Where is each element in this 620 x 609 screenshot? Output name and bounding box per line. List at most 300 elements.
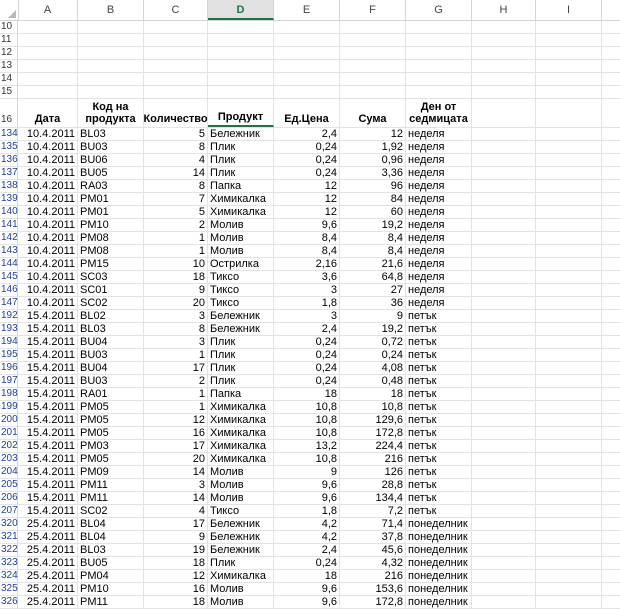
cell[interactable]	[536, 232, 602, 244]
cell[interactable]	[536, 167, 602, 179]
cell-qty[interactable]: 17	[144, 362, 208, 374]
row-number[interactable]: 323	[1, 557, 18, 568]
cell[interactable]	[472, 99, 536, 127]
row-number[interactable]: 320	[1, 518, 18, 529]
cell-product[interactable]: Химикалка	[208, 206, 274, 218]
cell[interactable]	[406, 73, 472, 85]
cell-date[interactable]: 15.4.2011	[18, 375, 78, 387]
header-sum[interactable]: Сума	[340, 99, 406, 127]
row-number[interactable]: 207	[1, 505, 18, 516]
cell[interactable]	[144, 73, 208, 85]
cell[interactable]	[536, 362, 602, 374]
row-number[interactable]: 196	[1, 362, 18, 373]
cell[interactable]	[472, 466, 536, 478]
cell-sum[interactable]: 27	[340, 284, 406, 296]
cell-price[interactable]: 9,6	[274, 596, 340, 608]
cell-date[interactable]: 10.4.2011	[18, 141, 78, 153]
cell-qty[interactable]: 16	[144, 583, 208, 595]
cell[interactable]	[472, 518, 536, 530]
cell-price[interactable]: 0,24	[274, 375, 340, 387]
cell-day[interactable]: понеделник	[406, 583, 472, 595]
header-date[interactable]: Дата	[18, 99, 78, 127]
cell[interactable]	[274, 73, 340, 85]
cell-day[interactable]: петък	[406, 310, 472, 322]
cell-product[interactable]: Химикалка	[208, 401, 274, 413]
cell-code[interactable]: PM08	[78, 245, 144, 257]
column-header-f[interactable]: F	[340, 0, 406, 20]
cell[interactable]	[340, 73, 406, 85]
cell-price[interactable]: 2,16	[274, 258, 340, 270]
cell-sum[interactable]: 64,8	[340, 271, 406, 283]
cell-qty[interactable]: 3	[144, 336, 208, 348]
cell[interactable]	[78, 60, 144, 72]
cell-qty[interactable]: 8	[144, 141, 208, 153]
cell-price[interactable]: 2,4	[274, 544, 340, 556]
cell[interactable]	[536, 206, 602, 218]
cell[interactable]	[536, 570, 602, 582]
cell-qty[interactable]: 2	[144, 375, 208, 387]
cell-code[interactable]: SC02	[78, 505, 144, 517]
cell-sum[interactable]: 10,8	[340, 401, 406, 413]
cell[interactable]	[18, 34, 78, 46]
cell-product[interactable]: Химикалка	[208, 427, 274, 439]
cell-day[interactable]: петък	[406, 466, 472, 478]
cell-day[interactable]: неделя	[406, 128, 472, 140]
cell-day[interactable]: понеделник	[406, 544, 472, 556]
cell[interactable]	[536, 531, 602, 543]
cell[interactable]	[144, 21, 208, 33]
column-header-a[interactable]: A	[18, 0, 78, 20]
row-number[interactable]: 141	[1, 219, 18, 230]
cell-date[interactable]: 15.4.2011	[18, 505, 78, 517]
row-number[interactable]: 142	[1, 232, 18, 243]
cell-price[interactable]: 10,8	[274, 401, 340, 413]
cell[interactable]	[406, 86, 472, 98]
cell-date[interactable]: 10.4.2011	[18, 180, 78, 192]
cell[interactable]	[406, 60, 472, 72]
cell-code[interactable]: PM01	[78, 206, 144, 218]
cell[interactable]	[18, 47, 78, 59]
cell-sum[interactable]: 4,08	[340, 362, 406, 374]
cell-date[interactable]: 15.4.2011	[18, 310, 78, 322]
column-header-d[interactable]: D	[208, 0, 274, 20]
cell-product[interactable]: Папка	[208, 180, 274, 192]
cell-sum[interactable]: 153,6	[340, 583, 406, 595]
cell[interactable]	[472, 245, 536, 257]
row-number[interactable]: 322	[1, 544, 18, 555]
column-header-i[interactable]: I	[536, 0, 602, 20]
cell-price[interactable]: 18	[274, 570, 340, 582]
cell-product[interactable]: Плик	[208, 167, 274, 179]
cell-price[interactable]: 0,24	[274, 141, 340, 153]
cell-qty[interactable]: 14	[144, 492, 208, 504]
cell[interactable]	[472, 167, 536, 179]
cell-sum[interactable]: 18	[340, 388, 406, 400]
cell-qty[interactable]: 8	[144, 180, 208, 192]
cell-product[interactable]: Тиксо	[208, 297, 274, 309]
cell-day[interactable]: неделя	[406, 271, 472, 283]
cell-date[interactable]: 10.4.2011	[18, 128, 78, 140]
cell-sum[interactable]: 37,8	[340, 531, 406, 543]
cell-date[interactable]: 10.4.2011	[18, 219, 78, 231]
cell[interactable]	[472, 427, 536, 439]
select-all-corner[interactable]	[0, 0, 19, 20]
cell-date[interactable]: 25.4.2011	[18, 570, 78, 582]
cell-sum[interactable]: 0,24	[340, 349, 406, 361]
cell-day[interactable]: петък	[406, 505, 472, 517]
cell-sum[interactable]: 19,2	[340, 323, 406, 335]
cell-sum[interactable]: 19,2	[340, 219, 406, 231]
cell-product[interactable]: Тиксо	[208, 505, 274, 517]
cell[interactable]	[536, 297, 602, 309]
cell-date[interactable]: 10.4.2011	[18, 271, 78, 283]
cell-price[interactable]: 2,4	[274, 128, 340, 140]
cell[interactable]	[144, 86, 208, 98]
cell-product[interactable]: Молив	[208, 245, 274, 257]
cell-day[interactable]: неделя	[406, 180, 472, 192]
cell-qty[interactable]: 12	[144, 570, 208, 582]
column-header-h[interactable]: H	[472, 0, 536, 20]
cell-date[interactable]: 15.4.2011	[18, 362, 78, 374]
cell[interactable]	[472, 73, 536, 85]
cell-code[interactable]: PM10	[78, 219, 144, 231]
cell[interactable]	[536, 86, 602, 98]
cell-sum[interactable]: 224,4	[340, 440, 406, 452]
cell[interactable]	[536, 518, 602, 530]
cell-day[interactable]: петък	[406, 440, 472, 452]
cell[interactable]	[472, 34, 536, 46]
cell-sum[interactable]: 172,8	[340, 427, 406, 439]
cell[interactable]	[472, 336, 536, 348]
cell-day[interactable]: петък	[406, 388, 472, 400]
cell-product[interactable]: Химикалка	[208, 453, 274, 465]
cell[interactable]	[274, 47, 340, 59]
cell-sum[interactable]: 9	[340, 310, 406, 322]
cell-code[interactable]: SC03	[78, 271, 144, 283]
cell-price[interactable]: 0,24	[274, 362, 340, 374]
cell[interactable]	[536, 557, 602, 569]
cell[interactable]	[536, 492, 602, 504]
row-number[interactable]: 192	[1, 310, 18, 321]
cell-code[interactable]: PM15	[78, 258, 144, 270]
row-number[interactable]: 138	[1, 180, 18, 191]
cell-day[interactable]: петък	[406, 492, 472, 504]
cell-product[interactable]: Бележник	[208, 531, 274, 543]
cell-sum[interactable]: 21,6	[340, 258, 406, 270]
cell-sum[interactable]: 0,96	[340, 154, 406, 166]
cell-qty[interactable]: 8	[144, 323, 208, 335]
cell[interactable]	[472, 414, 536, 426]
cell[interactable]	[144, 60, 208, 72]
cell[interactable]	[536, 427, 602, 439]
cell[interactable]	[406, 21, 472, 33]
cell-sum[interactable]: 8,4	[340, 232, 406, 244]
cell-code[interactable]: SC01	[78, 284, 144, 296]
cell[interactable]	[472, 479, 536, 491]
cell[interactable]	[472, 193, 536, 205]
row-number[interactable]: 203	[1, 453, 18, 464]
cell-product[interactable]: Плик	[208, 154, 274, 166]
cell-code[interactable]: PM08	[78, 232, 144, 244]
cell[interactable]	[340, 60, 406, 72]
row-number[interactable]: 10	[0, 21, 18, 33]
cell-code[interactable]: PM11	[78, 492, 144, 504]
cell-day[interactable]: неделя	[406, 297, 472, 309]
header-product[interactable]: Продукт	[208, 99, 274, 127]
cell-code[interactable]: RA01	[78, 388, 144, 400]
cell-sum[interactable]: 45,6	[340, 544, 406, 556]
cell-price[interactable]: 10,8	[274, 414, 340, 426]
cell-day[interactable]: неделя	[406, 206, 472, 218]
cell-qty[interactable]: 3	[144, 310, 208, 322]
cell-date[interactable]: 25.4.2011	[18, 544, 78, 556]
cell-code[interactable]: BL02	[78, 310, 144, 322]
cell[interactable]	[274, 21, 340, 33]
cell[interactable]	[536, 60, 602, 72]
cell[interactable]	[472, 310, 536, 322]
row-number[interactable]: 205	[1, 479, 18, 490]
cell-date[interactable]: 15.4.2011	[18, 466, 78, 478]
cell-product[interactable]: Плик	[208, 557, 274, 569]
cell-date[interactable]: 15.4.2011	[18, 336, 78, 348]
cell-price[interactable]: 0,24	[274, 167, 340, 179]
row-number[interactable]: 144	[1, 258, 18, 269]
cell[interactable]	[536, 99, 602, 127]
cell-qty[interactable]: 19	[144, 544, 208, 556]
cell-sum[interactable]: 134,4	[340, 492, 406, 504]
cell-product[interactable]: Плик	[208, 362, 274, 374]
cell-price[interactable]: 8,4	[274, 245, 340, 257]
cell-qty[interactable]: 14	[144, 466, 208, 478]
cell[interactable]	[472, 206, 536, 218]
cell-price[interactable]: 0,24	[274, 557, 340, 569]
cell-code[interactable]: BU04	[78, 336, 144, 348]
cell-day[interactable]: неделя	[406, 258, 472, 270]
cell[interactable]	[78, 21, 144, 33]
cell-code[interactable]: PM04	[78, 570, 144, 582]
cell-qty[interactable]: 1	[144, 401, 208, 413]
cell[interactable]	[472, 453, 536, 465]
cell[interactable]	[536, 466, 602, 478]
row-number[interactable]: 197	[1, 375, 18, 386]
row-number[interactable]: 325	[1, 583, 18, 594]
cell[interactable]	[18, 73, 78, 85]
cell[interactable]	[536, 47, 602, 59]
cell[interactable]	[536, 414, 602, 426]
cell[interactable]	[472, 258, 536, 270]
cell-day[interactable]: понеделник	[406, 596, 472, 608]
cell-day[interactable]: петък	[406, 479, 472, 491]
cell-code[interactable]: PM11	[78, 479, 144, 491]
row-number[interactable]: 15	[0, 86, 18, 98]
cell[interactable]	[340, 86, 406, 98]
cell-qty[interactable]: 1	[144, 245, 208, 257]
cell[interactable]	[340, 34, 406, 46]
cell-qty[interactable]: 18	[144, 557, 208, 569]
cell-product[interactable]: Молив	[208, 596, 274, 608]
cell-qty[interactable]: 4	[144, 154, 208, 166]
cell[interactable]	[472, 349, 536, 361]
cell-qty[interactable]: 10	[144, 258, 208, 270]
cell-qty[interactable]: 3	[144, 479, 208, 491]
cell[interactable]	[472, 141, 536, 153]
cell-code[interactable]: BU05	[78, 167, 144, 179]
cell-date[interactable]: 25.4.2011	[18, 557, 78, 569]
cell-product[interactable]: Молив	[208, 466, 274, 478]
cell[interactable]	[406, 47, 472, 59]
cell-qty[interactable]: 12	[144, 414, 208, 426]
cell-code[interactable]: BU04	[78, 362, 144, 374]
cell-code[interactable]: PM05	[78, 453, 144, 465]
cell[interactable]	[536, 219, 602, 231]
cell-date[interactable]: 15.4.2011	[18, 388, 78, 400]
cell-sum[interactable]: 1,92	[340, 141, 406, 153]
cell-price[interactable]: 4,2	[274, 518, 340, 530]
cell[interactable]	[536, 583, 602, 595]
cell-code[interactable]: PM05	[78, 414, 144, 426]
cell[interactable]	[472, 440, 536, 452]
cell-date[interactable]: 10.4.2011	[18, 297, 78, 309]
cell-qty[interactable]: 9	[144, 531, 208, 543]
cell-day[interactable]: неделя	[406, 219, 472, 231]
cell-product[interactable]: Острилка	[208, 258, 274, 270]
cell-sum[interactable]: 36	[340, 297, 406, 309]
cell[interactable]	[78, 73, 144, 85]
cell[interactable]	[208, 47, 274, 59]
cell-day[interactable]: неделя	[406, 167, 472, 179]
cell-sum[interactable]: 8,4	[340, 245, 406, 257]
row-number[interactable]: 199	[1, 401, 18, 412]
row-number[interactable]: 145	[1, 271, 18, 282]
cell-day[interactable]: неделя	[406, 284, 472, 296]
cell-day[interactable]: петък	[406, 401, 472, 413]
header-quantity[interactable]: Количество	[144, 99, 208, 127]
header-weekday[interactable]: Ден от седмицата	[406, 99, 472, 127]
cell[interactable]	[536, 544, 602, 556]
cell-sum[interactable]: 126	[340, 466, 406, 478]
cell[interactable]	[536, 180, 602, 192]
cell-product[interactable]: Химикалка	[208, 414, 274, 426]
cell-day[interactable]: петък	[406, 336, 472, 348]
cell-code[interactable]: BL03	[78, 544, 144, 556]
cell[interactable]	[472, 531, 536, 543]
cell[interactable]	[406, 34, 472, 46]
row-number[interactable]: 204	[1, 466, 18, 477]
cell[interactable]	[340, 21, 406, 33]
cell[interactable]	[472, 557, 536, 569]
cell-sum[interactable]: 216	[340, 570, 406, 582]
row-number[interactable]: 201	[1, 427, 18, 438]
cell[interactable]	[208, 60, 274, 72]
cell-price[interactable]: 12	[274, 206, 340, 218]
row-number[interactable]: 206	[1, 492, 18, 503]
cell-code[interactable]: PM01	[78, 193, 144, 205]
cell-qty[interactable]: 5	[144, 206, 208, 218]
cell-price[interactable]: 4,2	[274, 531, 340, 543]
row-number[interactable]: 194	[1, 336, 18, 347]
cell[interactable]	[536, 375, 602, 387]
cell[interactable]	[340, 47, 406, 59]
cell-sum[interactable]: 84	[340, 193, 406, 205]
cell-qty[interactable]: 18	[144, 596, 208, 608]
cell-code[interactable]: PM09	[78, 466, 144, 478]
cell[interactable]	[472, 232, 536, 244]
cell-product[interactable]: Молив	[208, 583, 274, 595]
cell-day[interactable]: петък	[406, 375, 472, 387]
cell[interactable]	[18, 21, 78, 33]
cell-sum[interactable]: 3,36	[340, 167, 406, 179]
cell[interactable]	[472, 154, 536, 166]
cell-date[interactable]: 15.4.2011	[18, 453, 78, 465]
cell-product[interactable]: Бележник	[208, 323, 274, 335]
cell-qty[interactable]: 20	[144, 297, 208, 309]
cell-date[interactable]: 25.4.2011	[18, 583, 78, 595]
cell-code[interactable]: BU03	[78, 141, 144, 153]
cell[interactable]	[472, 180, 536, 192]
cell-date[interactable]: 15.4.2011	[18, 323, 78, 335]
cell-day[interactable]: понеделник	[406, 531, 472, 543]
cell[interactable]	[536, 453, 602, 465]
cell[interactable]	[208, 34, 274, 46]
cell-code[interactable]: BL03	[78, 323, 144, 335]
cell-code[interactable]: PM11	[78, 596, 144, 608]
row-number[interactable]: 14	[0, 73, 18, 85]
cell[interactable]	[536, 596, 602, 608]
cell-qty[interactable]: 7	[144, 193, 208, 205]
cell-price[interactable]: 0,24	[274, 336, 340, 348]
cell-qty[interactable]: 20	[144, 453, 208, 465]
cell[interactable]	[536, 258, 602, 270]
cell[interactable]	[472, 596, 536, 608]
cell-qty[interactable]: 1	[144, 349, 208, 361]
column-header-b[interactable]: B	[78, 0, 144, 20]
cell-day[interactable]: петък	[406, 349, 472, 361]
cell-price[interactable]: 10,8	[274, 427, 340, 439]
cell-sum[interactable]: 172,8	[340, 596, 406, 608]
cell-sum[interactable]: 60	[340, 206, 406, 218]
cell-day[interactable]: петък	[406, 323, 472, 335]
cell[interactable]	[472, 47, 536, 59]
cell[interactable]	[208, 21, 274, 33]
cell-date[interactable]: 10.4.2011	[18, 258, 78, 270]
cell[interactable]	[208, 73, 274, 85]
cell-code[interactable]: PM05	[78, 401, 144, 413]
row-number[interactable]: 134	[1, 128, 18, 139]
cell[interactable]	[536, 154, 602, 166]
cell-product[interactable]: Молив	[208, 479, 274, 491]
cell-price[interactable]: 0,24	[274, 349, 340, 361]
cell-product[interactable]: Плик	[208, 375, 274, 387]
cell-product[interactable]: Плик	[208, 349, 274, 361]
cell[interactable]	[472, 219, 536, 231]
cell[interactable]	[472, 271, 536, 283]
cell[interactable]	[472, 544, 536, 556]
cell[interactable]	[18, 86, 78, 98]
cell-day[interactable]: неделя	[406, 193, 472, 205]
cell-price[interactable]: 3	[274, 284, 340, 296]
cell[interactable]	[536, 440, 602, 452]
row-number[interactable]: 324	[1, 570, 18, 581]
cell-day[interactable]: неделя	[406, 141, 472, 153]
row-number[interactable]: 140	[1, 206, 18, 217]
cell[interactable]	[78, 47, 144, 59]
cell-product[interactable]: Папка	[208, 388, 274, 400]
cell-date[interactable]: 15.4.2011	[18, 440, 78, 452]
row-number[interactable]: 193	[1, 323, 18, 334]
cell-price[interactable]: 2,4	[274, 323, 340, 335]
cell-date[interactable]: 10.4.2011	[18, 206, 78, 218]
row-number[interactable]: 135	[1, 141, 18, 152]
